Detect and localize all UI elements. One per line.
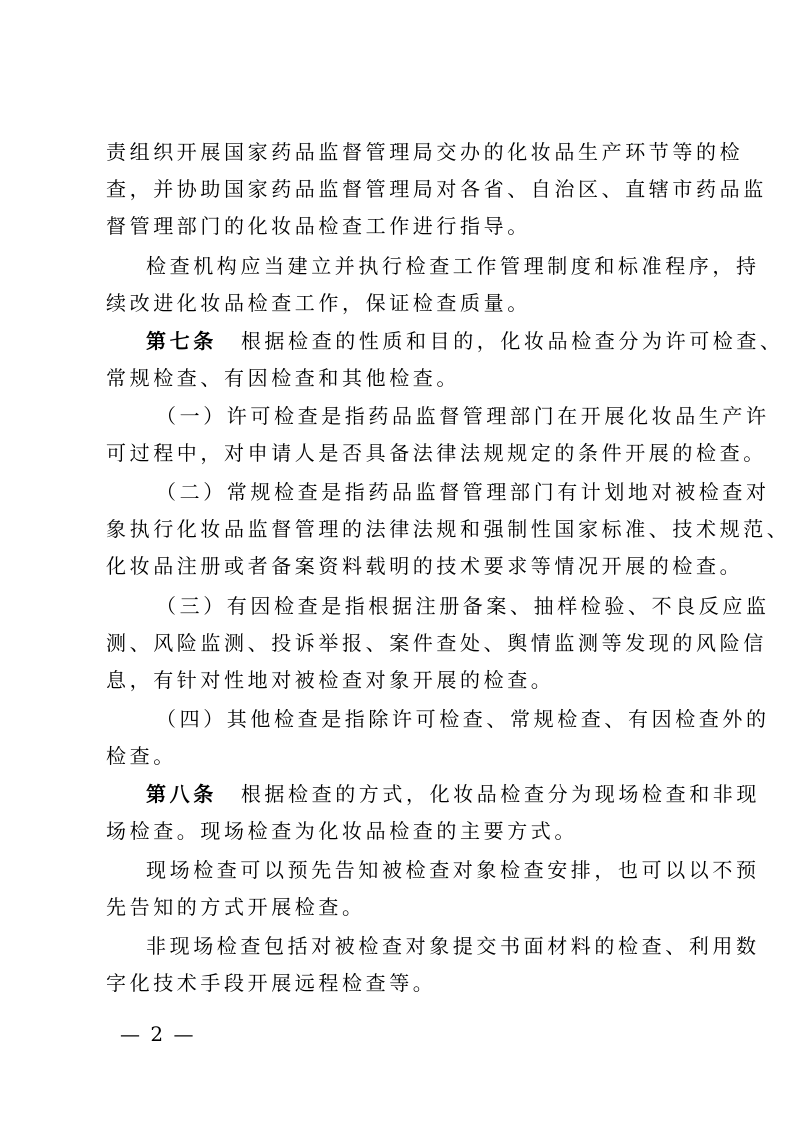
paragraph-line: 非现场检查包括对被检查对象提交书面材料的检查、利用数: [146, 934, 760, 958]
paragraph-line: 化妆品注册或者备案资料载明的技术要求等情况开展的检查。: [106, 554, 744, 578]
article-8-text: 根据检查的方式，化妆品检查分为现场检查和非现: [240, 782, 761, 806]
paragraph-line: 先告知的方式开展检查。: [106, 895, 366, 919]
article-8-first-line: [146, 782, 761, 806]
paragraph-line: 测、风险监测、投诉举报、案件查处、舆情监测等发现的风险信: [106, 631, 767, 655]
article-7-heading: 第七条: [146, 329, 217, 353]
paragraph-line: 责组织开展国家药品监督管理局交办的化妆品生产环节等的检: [106, 140, 744, 164]
paragraph-line: 字化技术手段开展远程检查等。: [106, 971, 437, 995]
paragraph-line: 续改进化妆品检查工作，保证检查质量。: [106, 291, 531, 315]
article-7-text: 根据检查的性质和目的，化妆品检查分为许可检查、: [240, 329, 784, 353]
paragraph-line: 可过程中，对申请人是否具备法律法规规定的条件开展的检查。: [106, 441, 767, 465]
paragraph-line: 督管理部门的化妆品检查工作进行指导。: [106, 214, 531, 238]
paragraph-line: 检查机构应当建立并执行检查工作管理制度和标准程序，持: [146, 254, 760, 278]
paragraph-line: 现场检查可以预先告知被检查对象检查安排，也可以以不预: [146, 858, 760, 882]
article-8-heading: 第八条: [146, 782, 217, 806]
paragraph-line: （三）有因检查是指根据注册备案、抽样检验、不良反应监: [156, 594, 770, 618]
paragraph-line: （一）许可检查是指药品监督管理部门在开展化妆品生产许: [156, 404, 770, 428]
paragraph-line: 息，有针对性地对被检查对象开展的检查。: [106, 668, 555, 692]
article-7-first-line: [146, 329, 784, 353]
paragraph-line: 常规检查、有因检查和其他检查。: [106, 366, 460, 390]
page-number: — 2 —: [120, 1022, 196, 1046]
paragraph-line: 检查。: [106, 744, 177, 768]
paragraph-line: 场检查。现场检查为化妆品检查的主要方式。: [106, 819, 578, 843]
paragraph-line: （四）其他检查是指除许可检查、常规检查、有因检查外的: [156, 707, 770, 731]
paragraph-line: 象执行化妆品监督管理的法律法规和强制性国家标准、技术规范、: [106, 517, 791, 541]
paragraph-line: （二）常规检查是指药品监督管理部门有计划地对被检查对: [156, 480, 770, 504]
paragraph-line: 查，并协助国家药品监督管理局对各省、自治区、直辖市药品监: [106, 177, 767, 201]
